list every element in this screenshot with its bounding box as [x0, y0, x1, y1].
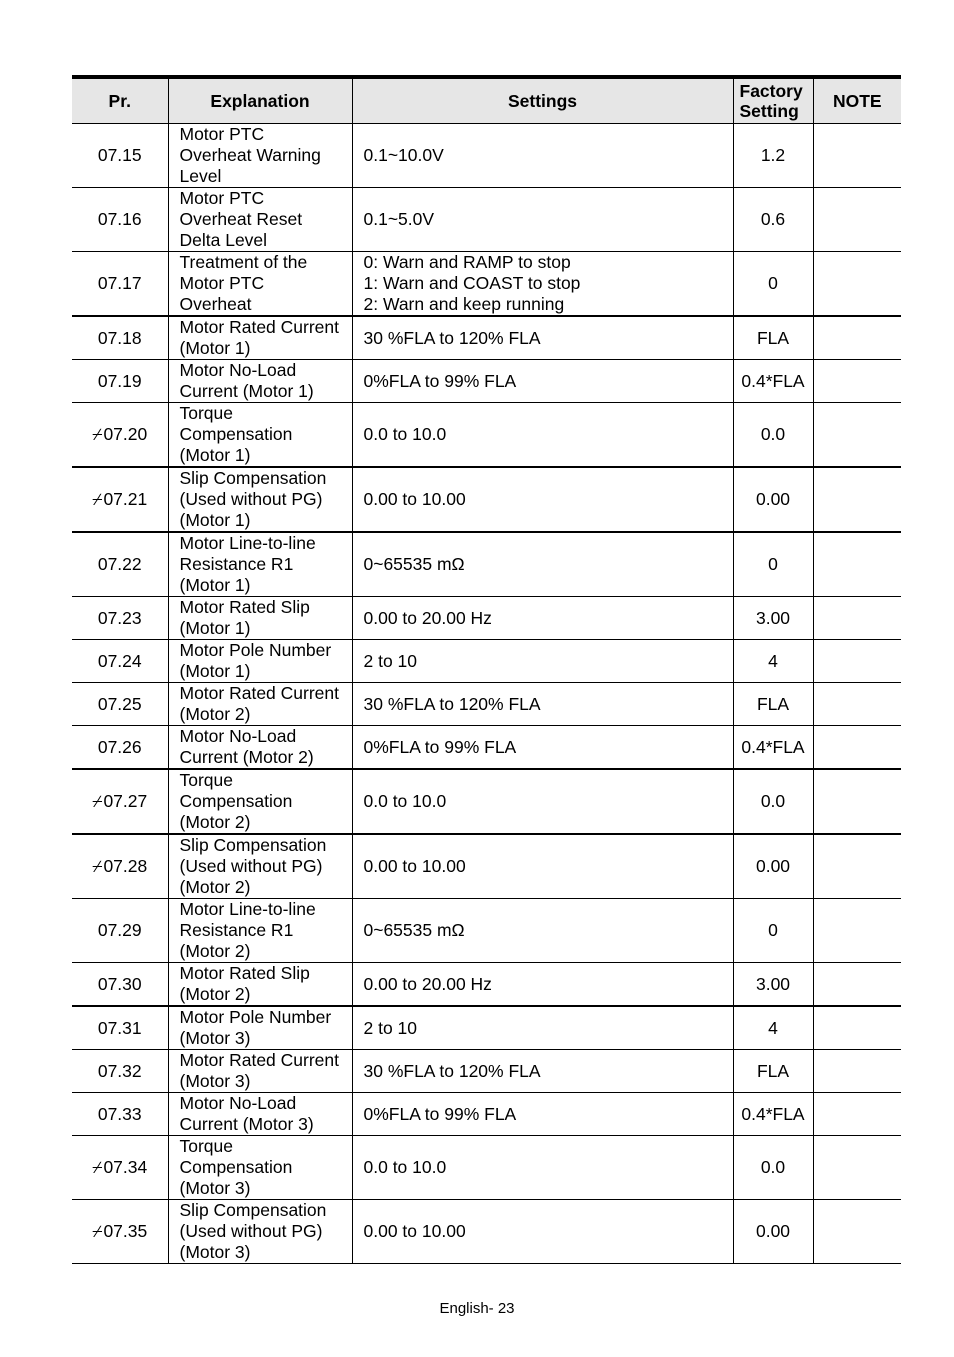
explanation-line: (Motor 1) — [179, 338, 251, 358]
settings-line: 0.0 to 10.0 — [363, 1157, 447, 1177]
settings-line: 0~65535 mΩ — [363, 554, 465, 574]
cell-explanation — [168, 532, 352, 597]
parameter-number: 07.20 — [103, 424, 148, 444]
explanation-line: Overheat — [179, 294, 252, 314]
parameter-number: 07.27 — [103, 791, 148, 811]
explanation-line: Current (Motor 3) — [179, 1114, 314, 1134]
explanation-line: Delta Level — [179, 230, 268, 250]
explanation-line: Motor No-Load — [179, 726, 297, 746]
cell-settings — [352, 963, 733, 1007]
table-row — [72, 726, 901, 770]
cell-settings — [352, 532, 733, 597]
cell-settings — [352, 834, 733, 899]
parameter-number: 07.32 — [97, 1060, 142, 1081]
explanation-line: (Motor 3) — [179, 1242, 251, 1262]
cell-explanation — [168, 1093, 352, 1136]
settings-line: 0.00 to 10.00 — [363, 489, 466, 509]
cell-explanation — [168, 1200, 352, 1264]
settings-line: 0.0 to 10.0 — [363, 424, 447, 444]
table-row — [72, 683, 901, 726]
cell-note — [813, 963, 901, 1007]
explanation-line: (Motor 2) — [179, 941, 251, 961]
pencil-slash-icon: ⌿ — [92, 490, 103, 509]
cell-note — [813, 640, 901, 683]
parameter-number: 07.29 — [97, 920, 142, 940]
explanation-line: Motor Rated Current — [179, 317, 340, 337]
settings-line: 2 to 10 — [363, 1017, 418, 1038]
cell-factory-setting: 0.4*FLA — [733, 360, 813, 403]
parameter-number: 07.34 — [103, 1157, 148, 1177]
header-factory-setting — [733, 77, 813, 124]
cell-factory-setting: 0.0 — [733, 1136, 813, 1200]
explanation-line: Treatment of the — [179, 252, 308, 272]
cell-explanation — [168, 316, 352, 360]
explanation-line: Motor No-Load — [179, 1093, 297, 1113]
explanation-line: (Motor 3) — [179, 1028, 251, 1048]
explanation-line: (Used without PG) — [179, 856, 323, 876]
explanation-line: Resistance R1 — [179, 920, 294, 940]
cell-settings — [352, 726, 733, 770]
explanation-line: (Motor 3) — [179, 1071, 251, 1091]
cell-settings — [352, 403, 733, 468]
header-note: NOTE — [813, 77, 901, 124]
cell-settings — [352, 1093, 733, 1136]
header-explanation: Explanation — [168, 77, 352, 124]
parameter-table — [72, 75, 901, 1264]
cell-pr — [72, 360, 168, 403]
cell-explanation — [168, 640, 352, 683]
table-row — [72, 124, 901, 188]
cell-note — [813, 726, 901, 770]
cell-pr — [72, 899, 168, 963]
parameter-number: 07.21 — [103, 489, 148, 509]
pencil-slash-icon: ⌿ — [92, 1158, 103, 1177]
explanation-line: (Motor 2) — [179, 704, 251, 724]
cell-factory-setting: 1.2 — [733, 124, 813, 188]
parameter-number: 07.24 — [97, 650, 142, 671]
cell-explanation — [168, 124, 352, 188]
pencil-slash-icon: ⌿ — [92, 425, 103, 444]
explanation-line: Slip Compensation — [179, 468, 327, 488]
explanation-line: Slip Compensation — [179, 1200, 327, 1220]
cell-factory-setting: FLA — [733, 683, 813, 726]
settings-line: 1: Warn and COAST to stop — [363, 273, 581, 293]
parameter-number: 07.33 — [97, 1103, 142, 1124]
parameter-number: 07.31 — [97, 1017, 142, 1038]
cell-settings — [352, 1200, 733, 1264]
cell-factory-setting: 0.4*FLA — [733, 1093, 813, 1136]
cell-note — [813, 1200, 901, 1264]
cell-factory-setting: FLA — [733, 316, 813, 360]
parameter-number: 07.28 — [103, 856, 148, 876]
explanation-line: (Motor 1) — [179, 661, 251, 681]
cell-note — [813, 1136, 901, 1200]
table-row — [72, 188, 901, 252]
cell-settings — [352, 1006, 733, 1050]
settings-line: 30 %FLA to 120% FLA — [363, 327, 541, 348]
pencil-slash-icon: ⌿ — [92, 792, 103, 811]
table-header-row — [72, 77, 901, 124]
cell-note — [813, 597, 901, 640]
explanation-line: Motor PTC — [179, 124, 265, 144]
cell-explanation — [168, 188, 352, 252]
cell-note — [813, 252, 901, 317]
cell-explanation — [168, 467, 352, 532]
cell-settings — [352, 252, 733, 317]
explanation-line: Motor PTC — [179, 188, 265, 208]
table-row — [72, 640, 901, 683]
pencil-slash-icon: ⌿ — [92, 1222, 103, 1241]
settings-line: 0.00 to 20.00 Hz — [363, 607, 492, 628]
cell-factory-setting: 0.4*FLA — [733, 726, 813, 770]
explanation-line: Compensation — [179, 791, 293, 811]
settings-line: 0.00 to 10.00 — [363, 1221, 466, 1241]
cell-explanation — [168, 1006, 352, 1050]
parameter-number: 07.15 — [97, 145, 142, 165]
cell-note — [813, 834, 901, 899]
table-row — [72, 963, 901, 1007]
explanation-line: Motor No-Load — [179, 360, 297, 380]
explanation-line: Resistance R1 — [179, 554, 294, 574]
cell-explanation — [168, 252, 352, 317]
settings-line: 0%FLA to 99% FLA — [363, 370, 517, 391]
explanation-line: Torque — [179, 770, 234, 790]
explanation-line: Level — [179, 166, 222, 186]
explanation-line: Current (Motor 2) — [179, 747, 314, 767]
parameter-number: 07.16 — [97, 209, 142, 229]
cell-factory-setting: 0.00 — [733, 467, 813, 532]
cell-factory-setting: 3.00 — [733, 963, 813, 1007]
cell-pr — [72, 1136, 168, 1200]
header-settings: Settings — [352, 77, 733, 124]
explanation-line: (Motor 2) — [179, 812, 251, 832]
cell-settings — [352, 1050, 733, 1093]
cell-pr — [72, 252, 168, 317]
settings-line: 0: Warn and RAMP to stop — [363, 252, 571, 272]
settings-line: 30 %FLA to 120% FLA — [363, 693, 541, 714]
explanation-line: Motor Rated Current — [179, 1050, 340, 1070]
table-row — [72, 899, 901, 963]
table-row — [72, 467, 901, 532]
cell-explanation — [168, 403, 352, 468]
settings-line: 0%FLA to 99% FLA — [363, 736, 517, 757]
cell-explanation — [168, 1050, 352, 1093]
settings-line: 0.00 to 10.00 — [363, 856, 466, 876]
cell-pr — [72, 597, 168, 640]
cell-settings — [352, 769, 733, 834]
parameter-number: 07.23 — [97, 607, 142, 628]
cell-pr — [72, 124, 168, 188]
table-body — [72, 124, 901, 1264]
table-row — [72, 769, 901, 834]
cell-pr — [72, 1050, 168, 1093]
cell-pr — [72, 834, 168, 899]
cell-note — [813, 188, 901, 252]
cell-explanation — [168, 899, 352, 963]
explanation-line: (Used without PG) — [179, 1221, 323, 1241]
explanation-line: Compensation — [179, 1157, 293, 1177]
parameter-number: 07.19 — [97, 370, 142, 391]
cell-pr — [72, 1093, 168, 1136]
explanation-line: (Motor 1) — [179, 510, 251, 530]
cell-note — [813, 683, 901, 726]
explanation-line: Torque — [179, 1136, 234, 1156]
cell-pr — [72, 1200, 168, 1264]
explanation-line: Motor Rated Current — [179, 683, 340, 703]
explanation-line: (Motor 1) — [179, 575, 251, 595]
pencil-slash-icon: ⌿ — [92, 857, 103, 876]
cell-settings — [352, 467, 733, 532]
cell-explanation — [168, 769, 352, 834]
cell-pr — [72, 726, 168, 770]
settings-line: 0.00 to 20.00 Hz — [363, 973, 492, 994]
cell-explanation — [168, 683, 352, 726]
cell-explanation — [168, 360, 352, 403]
settings-line: 30 %FLA to 120% FLA — [363, 1060, 541, 1081]
parameter-number: 07.30 — [97, 973, 142, 994]
explanation-line: (Motor 1) — [179, 445, 251, 465]
cell-pr — [72, 316, 168, 360]
header-pr: Pr. — [72, 77, 168, 124]
cell-pr — [72, 403, 168, 468]
explanation-line: (Motor 3) — [179, 1178, 251, 1198]
explanation-line: (Motor 1) — [179, 618, 251, 638]
explanation-line: (Motor 2) — [179, 984, 251, 1004]
cell-note — [813, 532, 901, 597]
table-row — [72, 252, 901, 317]
table-row — [72, 316, 901, 360]
cell-note — [813, 316, 901, 360]
explanation-line: Motor Rated Slip — [179, 963, 310, 983]
cell-factory-setting: 3.00 — [733, 597, 813, 640]
table-row — [72, 597, 901, 640]
cell-explanation — [168, 834, 352, 899]
settings-line: 0%FLA to 99% FLA — [363, 1103, 517, 1124]
explanation-line: Motor Line-to-line — [179, 899, 316, 919]
settings-line: 2 to 10 — [363, 650, 418, 671]
explanation-line: Motor Pole Number — [179, 640, 332, 660]
cell-pr — [72, 683, 168, 726]
cell-settings — [352, 316, 733, 360]
cell-note — [813, 1093, 901, 1136]
table-row — [72, 1050, 901, 1093]
cell-factory-setting: 0.00 — [733, 834, 813, 899]
settings-line: 0~65535 mΩ — [363, 920, 465, 940]
table-row — [72, 1136, 901, 1200]
cell-note — [813, 467, 901, 532]
cell-explanation — [168, 597, 352, 640]
cell-note — [813, 403, 901, 468]
parameter-number: 07.35 — [103, 1221, 148, 1241]
cell-pr — [72, 769, 168, 834]
cell-factory-setting: FLA — [733, 1050, 813, 1093]
cell-settings — [352, 1136, 733, 1200]
cell-pr — [72, 963, 168, 1007]
header-factory-line1: Factory — [739, 81, 803, 101]
header-factory-line2: Setting — [739, 101, 799, 121]
cell-settings — [352, 188, 733, 252]
page-footer — [0, 1300, 954, 1317]
cell-pr — [72, 467, 168, 532]
table-row — [72, 532, 901, 597]
cell-note — [813, 1006, 901, 1050]
table-row — [72, 834, 901, 899]
cell-settings — [352, 640, 733, 683]
cell-settings — [352, 683, 733, 726]
cell-note — [813, 1050, 901, 1093]
explanation-line: Compensation — [179, 424, 293, 444]
parameter-number: 07.22 — [97, 554, 142, 574]
cell-pr — [72, 188, 168, 252]
cell-factory-setting: 0.6 — [733, 188, 813, 252]
explanation-line: Overheat Warning — [179, 145, 321, 165]
settings-line: 0.1~5.0V — [363, 209, 435, 229]
cell-note — [813, 124, 901, 188]
table-row — [72, 1006, 901, 1050]
settings-line: 0.1~10.0V — [363, 145, 444, 165]
parameter-number: 07.17 — [97, 273, 142, 293]
explanation-line: Current (Motor 1) — [179, 381, 314, 401]
explanation-line: (Motor 2) — [179, 877, 251, 897]
explanation-line: (Used without PG) — [179, 489, 323, 509]
explanation-line: Motor Pole Number — [179, 1007, 332, 1027]
cell-note — [813, 360, 901, 403]
cell-factory-setting: 0 — [733, 899, 813, 963]
cell-pr — [72, 1006, 168, 1050]
cell-settings — [352, 899, 733, 963]
cell-explanation — [168, 726, 352, 770]
cell-settings — [352, 597, 733, 640]
explanation-line: Motor PTC — [179, 273, 265, 293]
explanation-line: Overheat Reset — [179, 209, 303, 229]
cell-settings — [352, 360, 733, 403]
cell-factory-setting: 0.0 — [733, 403, 813, 468]
table-row — [72, 360, 901, 403]
cell-note — [813, 899, 901, 963]
cell-note — [813, 769, 901, 834]
explanation-line: Slip Compensation — [179, 835, 327, 855]
settings-line: 2: Warn and keep running — [363, 294, 565, 314]
page-number: English- 23 — [439, 1300, 515, 1317]
cell-pr — [72, 532, 168, 597]
table-row — [72, 1200, 901, 1264]
parameter-number: 07.26 — [97, 736, 142, 757]
cell-settings — [352, 124, 733, 188]
explanation-line: Motor Rated Slip — [179, 597, 310, 617]
settings-line: 0.0 to 10.0 — [363, 791, 447, 811]
explanation-line: Torque — [179, 403, 234, 423]
cell-explanation — [168, 1136, 352, 1200]
table-row — [72, 403, 901, 468]
cell-factory-setting: 4 — [733, 1006, 813, 1050]
cell-factory-setting: 0.00 — [733, 1200, 813, 1264]
explanation-line: Motor Line-to-line — [179, 533, 316, 553]
cell-factory-setting: 0 — [733, 252, 813, 317]
parameter-number: 07.18 — [97, 327, 142, 348]
cell-explanation — [168, 963, 352, 1007]
cell-factory-setting: 0 — [733, 532, 813, 597]
cell-factory-setting: 4 — [733, 640, 813, 683]
parameter-number: 07.25 — [97, 693, 142, 714]
cell-factory-setting: 0.0 — [733, 769, 813, 834]
cell-pr — [72, 640, 168, 683]
table-row — [72, 1093, 901, 1136]
